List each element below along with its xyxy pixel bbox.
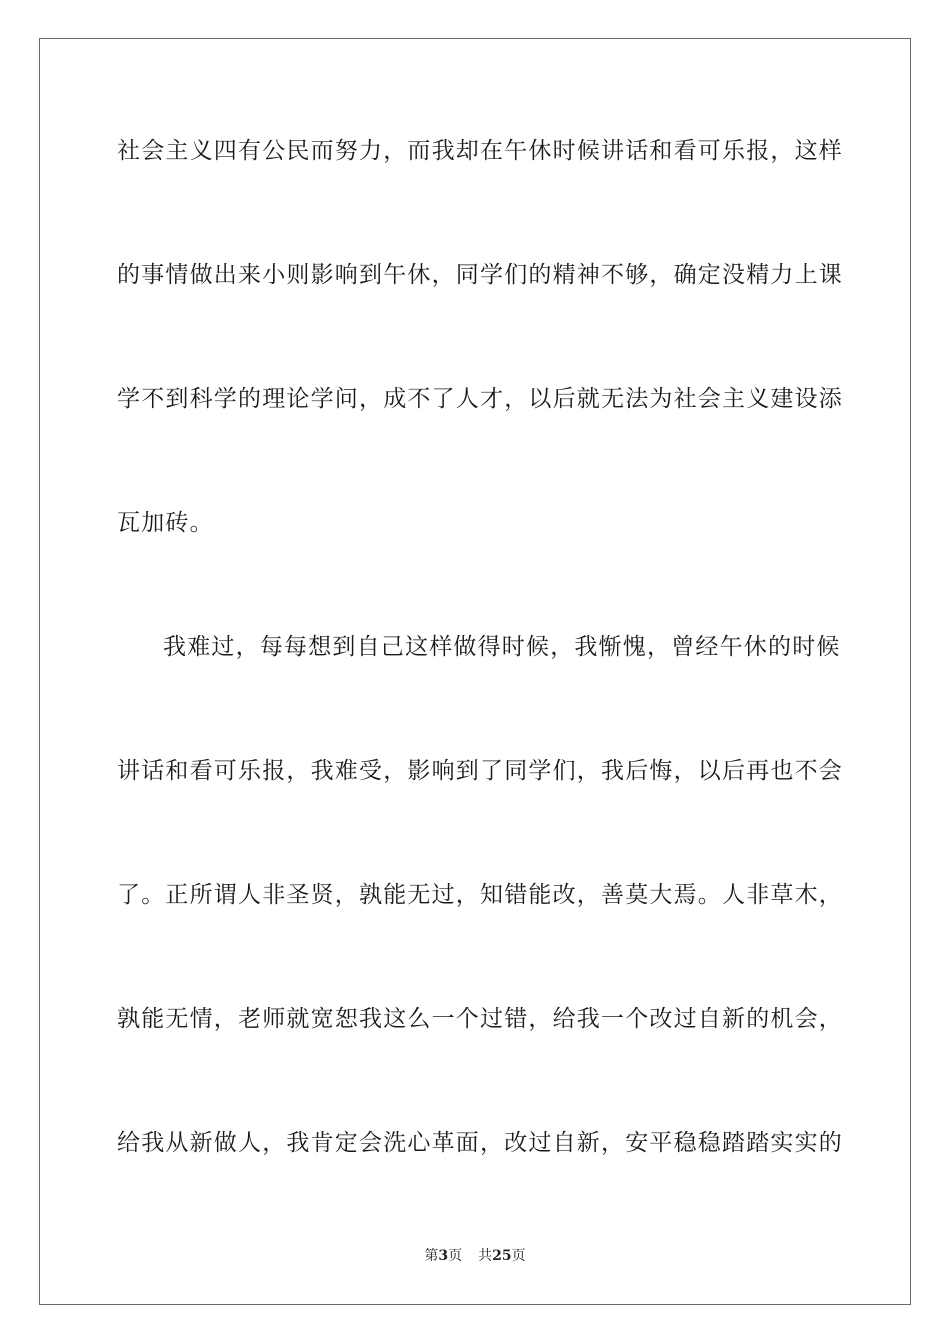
total-suffix: 页 <box>511 1248 526 1264</box>
text-line-7: 了。正所谓人非圣贤，孰能无过，知错能改，善莫大焉。人非草木， <box>117 882 843 908</box>
text-line-1: 社会主义四有公民而努力，而我却在午休时候讲话和看可乐报，这样 <box>117 138 843 164</box>
page-border <box>39 38 911 1305</box>
text-line-4: 瓦加砖。 <box>117 510 214 536</box>
text-line-9: 给我从新做人，我肯定会洗心革面，改过自新，安平稳稳踏踏实实的 <box>117 1130 843 1156</box>
text-line-2: 的事情做出来小则影响到午休，同学们的精神不够，确定没精力上课 <box>117 262 843 288</box>
text-line-3: 学不到科学的理论学问，成不了人才，以后就无法为社会主义建设添 <box>117 386 843 412</box>
page-number: 3 <box>438 1248 449 1264</box>
text-line-8: 孰能无情，老师就宽恕我这么一个过错，给我一个改过自新的机会， <box>117 1006 843 1032</box>
page-footer <box>0 1247 950 1265</box>
total-prefix: 共 <box>478 1248 493 1264</box>
page-prefix: 第 <box>424 1248 439 1264</box>
page-suffix: 页 <box>448 1248 463 1264</box>
text-line-5-paragraph-start: 我难过，每每想到自己这样做得时候，我惭愧，曾经午休的时候 <box>163 634 841 660</box>
total-pages: 25 <box>492 1248 512 1264</box>
text-line-6: 讲话和看可乐报，我难受，影响到了同学们，我后悔，以后再也不会 <box>117 758 843 784</box>
